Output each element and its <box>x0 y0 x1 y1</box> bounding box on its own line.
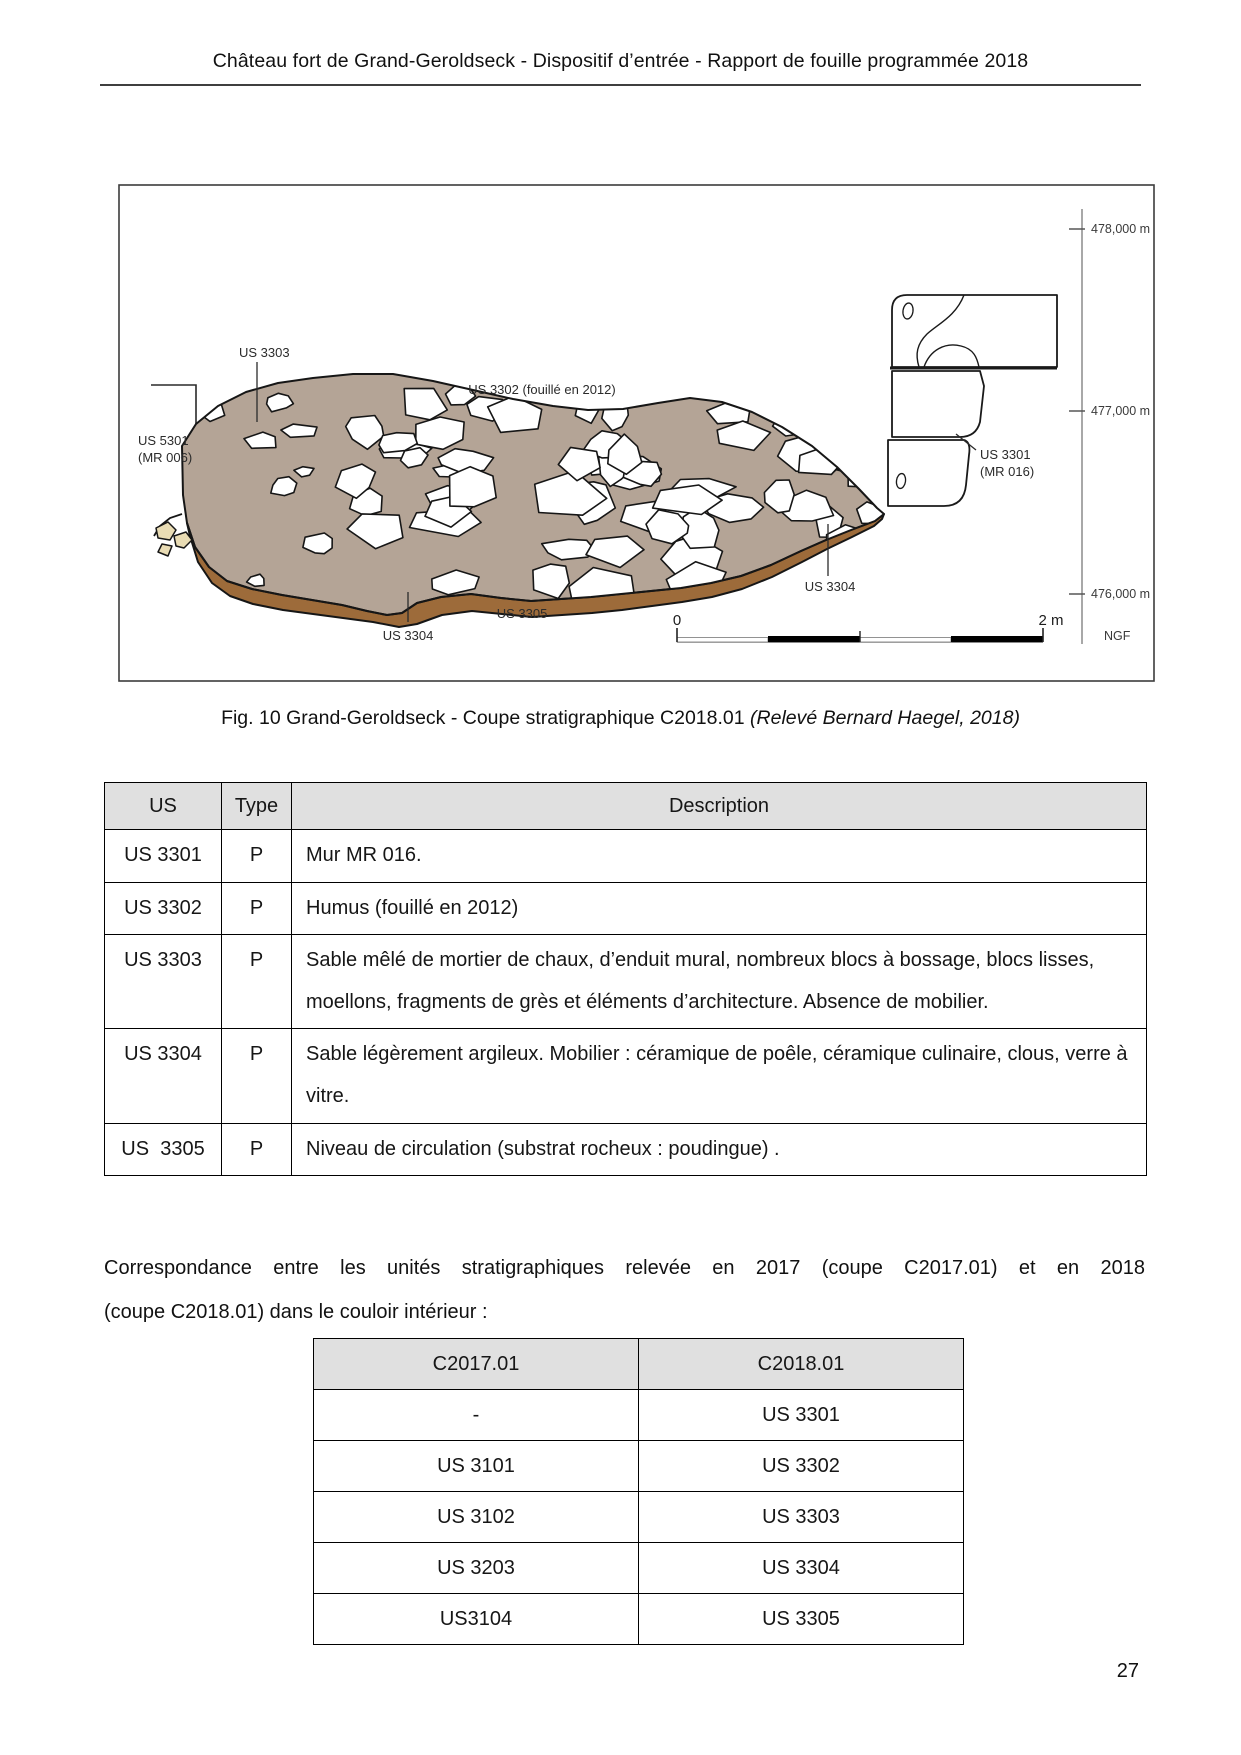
table-row <box>105 882 1147 935</box>
label-us3301-line1: US 3301 <box>980 447 1031 462</box>
table-header-row <box>105 783 1147 830</box>
cell-description: Mur MR 016. <box>292 830 1147 883</box>
cell-type: P <box>222 1029 292 1123</box>
table-row <box>105 1029 1147 1123</box>
table-row <box>314 1594 964 1645</box>
column-header-us: US <box>105 783 222 830</box>
cell-us: US 3301 <box>105 830 222 883</box>
stone-block <box>785 402 826 433</box>
cell-c2017: - <box>314 1390 639 1441</box>
cell-c2017: US3104 <box>314 1594 639 1645</box>
figure-panel <box>118 184 1155 682</box>
cell-description: Sable mêlé de mortier de chaux, d’enduit mural, nombreux blocs à bossage, blocs lisses, moellons, fragments de grès et éléments d’architecture. Absence de mobilier. <box>292 935 1147 1029</box>
label-us5301-line1: US 5301 <box>138 433 189 448</box>
stone-block <box>821 429 882 460</box>
cell-us: US 3304 <box>105 1029 222 1123</box>
label-us3305: US 3305 <box>496 606 548 621</box>
scale-zero-label: 0 <box>672 612 682 629</box>
label-us3301-line2: (MR 016) <box>980 464 1035 479</box>
page-number: 27 <box>1116 1660 1139 1682</box>
elevation-476: 476,000 m <box>1091 587 1151 601</box>
figure-caption-credit: (Relevé Bernard Haegel, 2018) <box>750 707 1020 729</box>
label-us3302: US 3302 (fouillé en 2012) <box>468 382 616 397</box>
cell-type: P <box>222 882 292 935</box>
cell-c2018: US 3303 <box>639 1492 964 1543</box>
cell-c2018: US 3302 <box>639 1441 964 1492</box>
cell-us: US 3305 <box>105 1123 222 1176</box>
table-row <box>105 935 1147 1029</box>
label-us3304-bottom: US 3304 <box>382 628 434 643</box>
pebbles <box>156 522 192 556</box>
stone-block <box>180 390 216 403</box>
stratigraphic-section-drawing <box>118 184 1155 682</box>
stone-block <box>850 564 895 592</box>
column-header-c2018: C2018.01 <box>639 1339 964 1390</box>
strat-units-table <box>104 782 1147 1176</box>
cell-type: P <box>222 935 292 1029</box>
stone-block <box>835 391 870 409</box>
cell-c2017: US 3203 <box>314 1543 639 1594</box>
cell-type: P <box>222 830 292 883</box>
stone-block <box>803 401 851 424</box>
table-row <box>105 830 1147 883</box>
cell-c2017: US 3102 <box>314 1492 639 1543</box>
figure-caption <box>0 707 1241 730</box>
table-row <box>314 1390 964 1441</box>
cell-description: Sable légèrement argileux. Mobilier : céramique de poêle, céramique culinaire, clous, verre à vitre. <box>292 1029 1147 1123</box>
cell-description: Humus (fouillé en 2012) <box>292 882 1147 935</box>
page-header-title: Château fort de Grand-Geroldseck - Dispositif d’entrée - Rapport de fouille programmée 2018 <box>100 50 1141 86</box>
column-header-description: Description <box>292 783 1147 830</box>
cell-c2017: US 3101 <box>314 1441 639 1492</box>
correspondence-table <box>313 1338 964 1645</box>
cell-us: US 3302 <box>105 882 222 935</box>
scale-bar <box>673 612 1064 642</box>
label-us3303: US 3303 <box>239 345 290 360</box>
table-row <box>314 1441 964 1492</box>
stone-block <box>757 384 809 408</box>
label-us5301-line2: (MR 006) <box>138 450 193 465</box>
table-row <box>105 1123 1147 1176</box>
figure-caption-main: Fig. 10 Grand-Geroldseck - Coupe stratigraphique C2018.01 <box>221 707 751 729</box>
cell-description: Niveau de circulation (substrat rocheux : poudingue) . <box>292 1123 1147 1176</box>
column-header-c2017: C2017.01 <box>314 1339 639 1390</box>
table-header-row <box>314 1339 964 1390</box>
cell-c2018: US 3305 <box>639 1594 964 1645</box>
paragraph-line-1: Correspondance entre les unités stratigraphiques relevée en 2017 (coupe C2017.01) et en 2018 <box>104 1257 1145 1279</box>
correspondence-paragraph <box>104 1246 1145 1334</box>
column-header-type: Type <box>222 783 292 830</box>
elevation-477: 477,000 m <box>1091 404 1151 418</box>
cell-us: US 3303 <box>105 935 222 1029</box>
table-row <box>314 1492 964 1543</box>
table-row <box>314 1543 964 1594</box>
cell-c2018: US 3301 <box>639 1390 964 1441</box>
stone-block <box>773 408 824 437</box>
label-us3304-right: US 3304 <box>804 579 856 594</box>
scale-2m-label: 2 m <box>1038 612 1064 629</box>
elevation-ruler <box>1069 209 1085 644</box>
cell-type: P <box>222 1123 292 1176</box>
elevation-478: 478,000 m <box>1091 222 1151 236</box>
paragraph-line-2: (coupe C2018.01) dans le couloir intérieur : <box>104 1301 488 1323</box>
datum-ngf-label: NGF <box>1104 629 1131 643</box>
cell-c2018: US 3304 <box>639 1543 964 1594</box>
